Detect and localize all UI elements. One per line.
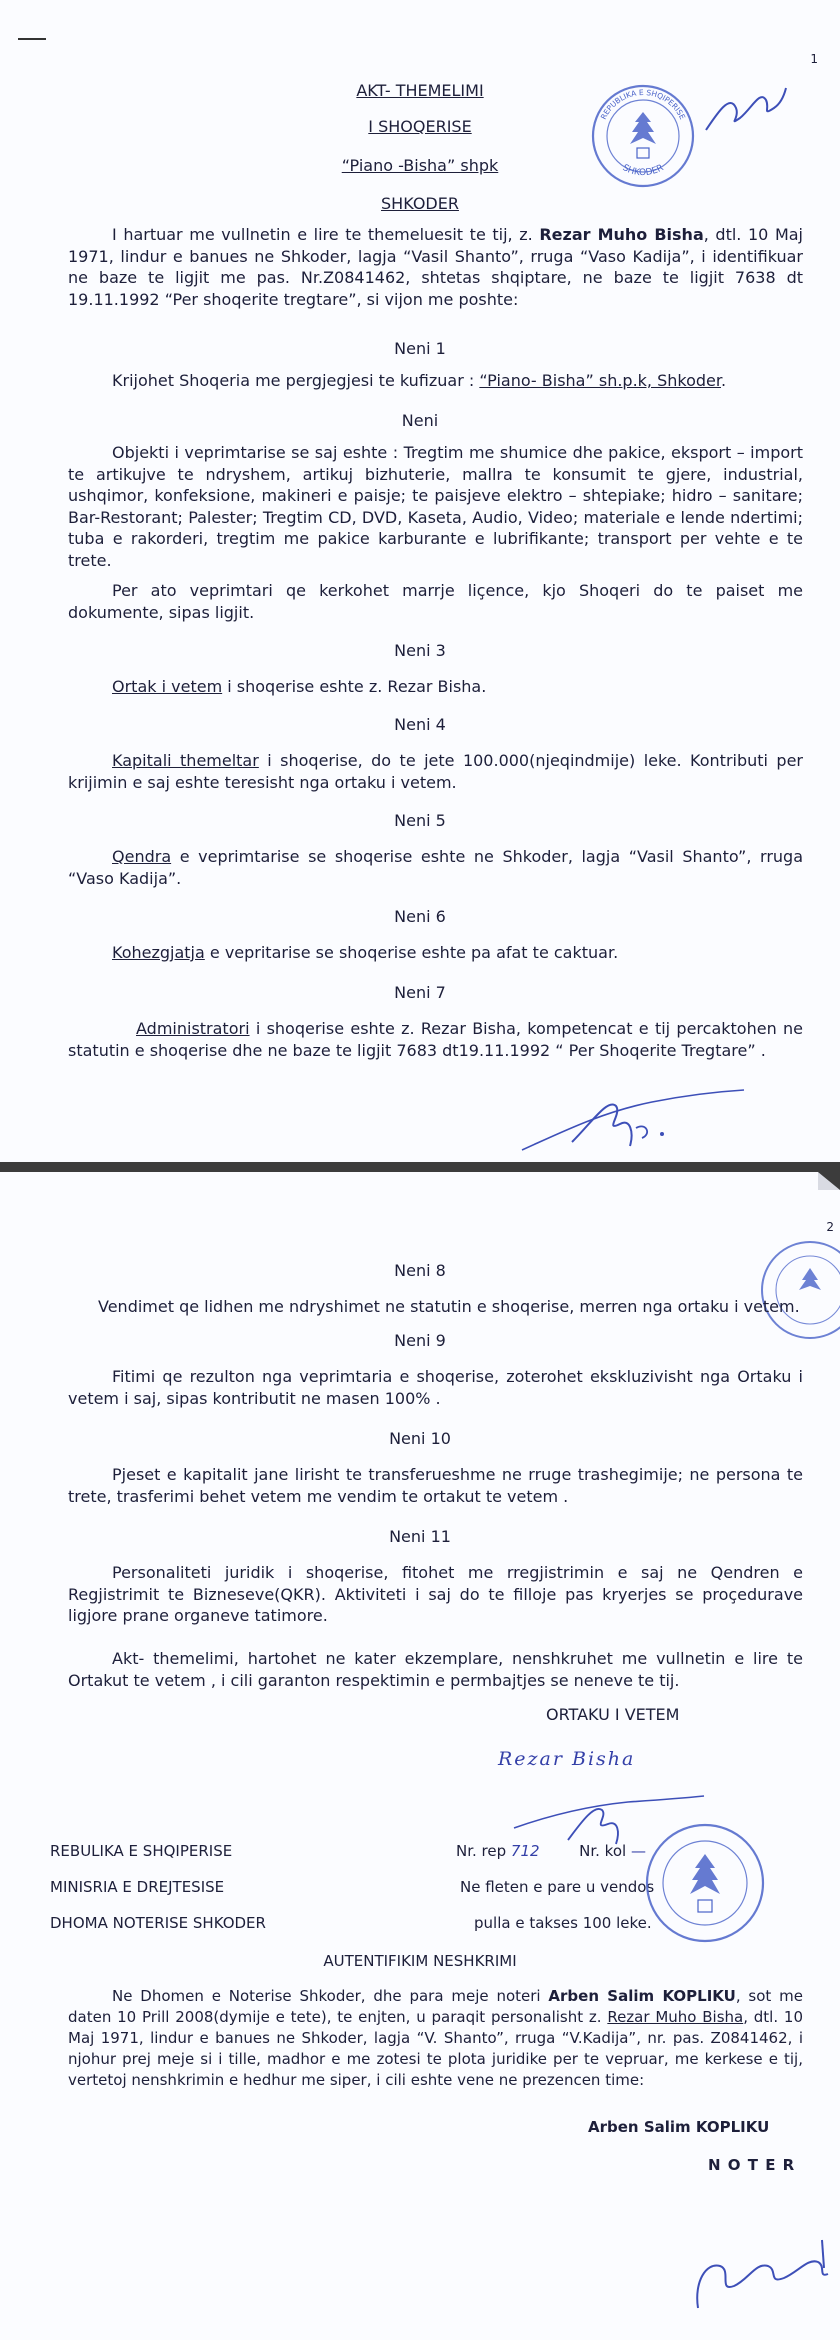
- article-8-heading: Neni 8: [394, 1261, 446, 1280]
- stamp-placed-note: Ne fleten e pare u vendos: [460, 1878, 655, 1896]
- article-9-heading: Neni 9: [394, 1331, 446, 1350]
- founder-name: Rezar Muho Bisha: [539, 225, 704, 244]
- document-page-2: [0, 1172, 840, 2340]
- notary-stamp-icon: [588, 78, 698, 193]
- article-9-text: Fitimi qe rezulton nga veprimtaria e shoqerise, zoterohet ekskluzivisht nga Ortaku i vetem i saj, sipas kontributit ne masen 100% .: [68, 1367, 803, 1408]
- page-fold: [818, 1172, 840, 1190]
- svg-text:SHKODER: SHKODER: [620, 163, 666, 179]
- company-city: SHKODER: [381, 194, 459, 213]
- founder-signature-icon: [512, 1072, 752, 1162]
- article-6-text: Kohezgjatja e vepritarise se shoqerise eshte pa afat te caktuar.: [112, 943, 619, 962]
- intro-paragraph: I hartuar me vullnetin e lire te themeluesit te tij, z. Rezar Muho Bisha, dtl. 10 Maj 1971, lindur e banues ne Shkoder, lagja “Vasil Shanto”, rruga “Vaso Kadija”, i identifikuar ne baze te ligjit me pas. Nr.Z0841462, shtetas shqiptare, ne baze te ligjit 7638 dt 19.11.1992 “Per shoqerite tregtare”, si vijon me poshte:: [68, 225, 804, 309]
- doc-subtitle: I SHOQERISE: [368, 117, 472, 136]
- article-1-heading: Neni 1: [394, 339, 446, 358]
- article-2-text: Objekti i veprimtarise se saj eshte : Tregtim me shumice dhe pakice, eksport – import te artikujve te ndryshem, artikuj bizhuterie, mallra te konsumit te gjere, industrial, ushqimor, konfeksione, makineri e paisje; te paisjeve elektro – shtepiake; hidro – sanitare; Bar-Restorant; Palester; Tregtim CD, DVD, Kaseta, Audio, Video; materiale e lende ndertimi; tuba e rakorderi, tregtim me pakice karburante e lubrifikante; transport per vehte e te trete.: [68, 443, 803, 570]
- notary-chamber-label: DHOMA NOTERISE SHKODER: [50, 1914, 266, 1932]
- article-2-heading: Neni: [401, 411, 439, 430]
- notary-seal-icon: [640, 1818, 770, 1948]
- article-10-text: Pjeset e kapitalit jane lirisht te transferueshme ne rruge trashegimije; ne persona te trete, trasferimi behet vetem me vendim te ortakut te vetem .: [68, 1465, 803, 1506]
- notary-title: N O T E R: [708, 2156, 796, 2174]
- notary-stamp-partial-icon: [754, 1234, 840, 1344]
- article-4-heading: Neni 4: [394, 715, 446, 734]
- article-5-heading: Neni 5: [394, 811, 446, 830]
- company-name: “Piano -Bisha” shpk: [341, 156, 499, 175]
- article-6-heading: Neni 6: [394, 907, 446, 926]
- article-7-text: Administratori i shoqerise eshte z. Rezar Bisha, kompetencat e tij percaktohen ne statutin e shoqerise dhe ne baze te ligjit 7683 dt19.11.1992 “ Per Shoqerite Tregtare” .: [68, 1019, 803, 1060]
- article-3-heading: Neni 3: [394, 641, 446, 660]
- republic-label: REBULIKA E SHQIPERISE: [50, 1842, 233, 1860]
- article-1-text: Krijohet Shoqeria me pergjegjesi te kufizuar : “Piano- Bisha” sh.p.k, Shkoder.: [112, 371, 727, 390]
- article-4-text: Kapitali themeltar i shoqerise, do te jete 100.000(njeqindmije) leke. Kontributi per krijimin e saj eshte teresisht nga ortaku i vetem.: [68, 751, 804, 792]
- notary-statement: Ne Dhomen e Noterise Shkoder, dhe para meje noteri Arben Salim KOPLIKU, sot me daten 10 Prill 2008(dymije e tete), te enjten, u paraqit personalisht z. Rezar Muho Bisha, dtl. 10 Maj 1971, lindur e banues ne Shkoder, lagja “V. Shanto”, rruga “V.Kadija”, nr. pas. Z0841462, i njohur prej meje si i tille, madhor e me zotesi te plota juridike per te vepruar, me kerkese e tij, vertetoj nenshkrimin e hedhur me siper, i cili eshte vene ne prezencen time:: [68, 1987, 803, 2089]
- article-11-heading: Neni 11: [389, 1527, 451, 1546]
- article-7-heading: Neni 7: [394, 983, 446, 1002]
- ministry-label: MINISRIA E DREJTESISE: [50, 1878, 225, 1896]
- scan-mark: [18, 38, 46, 40]
- notary-signer-name: Arben Salim KOPLIKU: [588, 2118, 770, 2136]
- svg-text:REPUBLIKA E SHQIPERISE: REPUBLIKA E SHQIPERISE: [598, 87, 688, 121]
- signature-icon: [700, 82, 790, 142]
- page-number: 2: [826, 1220, 834, 1234]
- article-3-text: Ortak i vetem i shoqerise eshte z. Rezar Bisha.: [112, 677, 487, 696]
- article-11-text: Personaliteti juridik i shoqerise, fitohet me rregjistrimin e saj ne Qendren e Regjistrimit te Bizneseve(QKR). Aktiviteti i saj do te filloje pas kryerjes se proçedurave ligjore prane organeve tatimore.: [68, 1563, 803, 1625]
- tax-stamp-note: pulla e takses 100 leke.: [474, 1914, 652, 1932]
- doc-title: AKT- THEMELIMI: [356, 81, 484, 100]
- closing-paragraph: Akt- themelimi, hartohet ne kater ekzemplare, nenshkruhet me vullnetin e lire te Ortakut te vetem , i cili garanton respektimin e permbajtjes se neneve te tij.: [68, 1649, 803, 1690]
- handwritten-partner-name: Rezar Bisha: [498, 1748, 636, 1770]
- article-8-text: Vendimet qe lidhen me ndryshimet ne statutin e shoqerise, merren nga ortaku i vetem.: [98, 1297, 800, 1316]
- notary-signature-icon: [668, 2212, 838, 2322]
- page-number: 1: [810, 52, 818, 66]
- article-2-license-text: Per ato veprimtari qe kerkohet marrje liçence, kjo Shoqeri do te paiset me dokumente, sipas ligjit.: [68, 581, 803, 622]
- authentication-heading: AUTENTIFIKIM NESHKRIMI: [323, 1952, 517, 1970]
- article-5-text: Qendra e veprimtarise se shoqerise eshte ne Shkoder, lagja “Vasil Shanto”, rruga “Vaso Kadija”.: [68, 847, 803, 888]
- rep-number: Nr. rep 712 Nr. kol —: [456, 1842, 646, 1860]
- document-page-1: [0, 0, 840, 1162]
- sole-partner-label: ORTAKU I VETEM: [546, 1705, 680, 1724]
- article-10-heading: Neni 10: [389, 1429, 451, 1448]
